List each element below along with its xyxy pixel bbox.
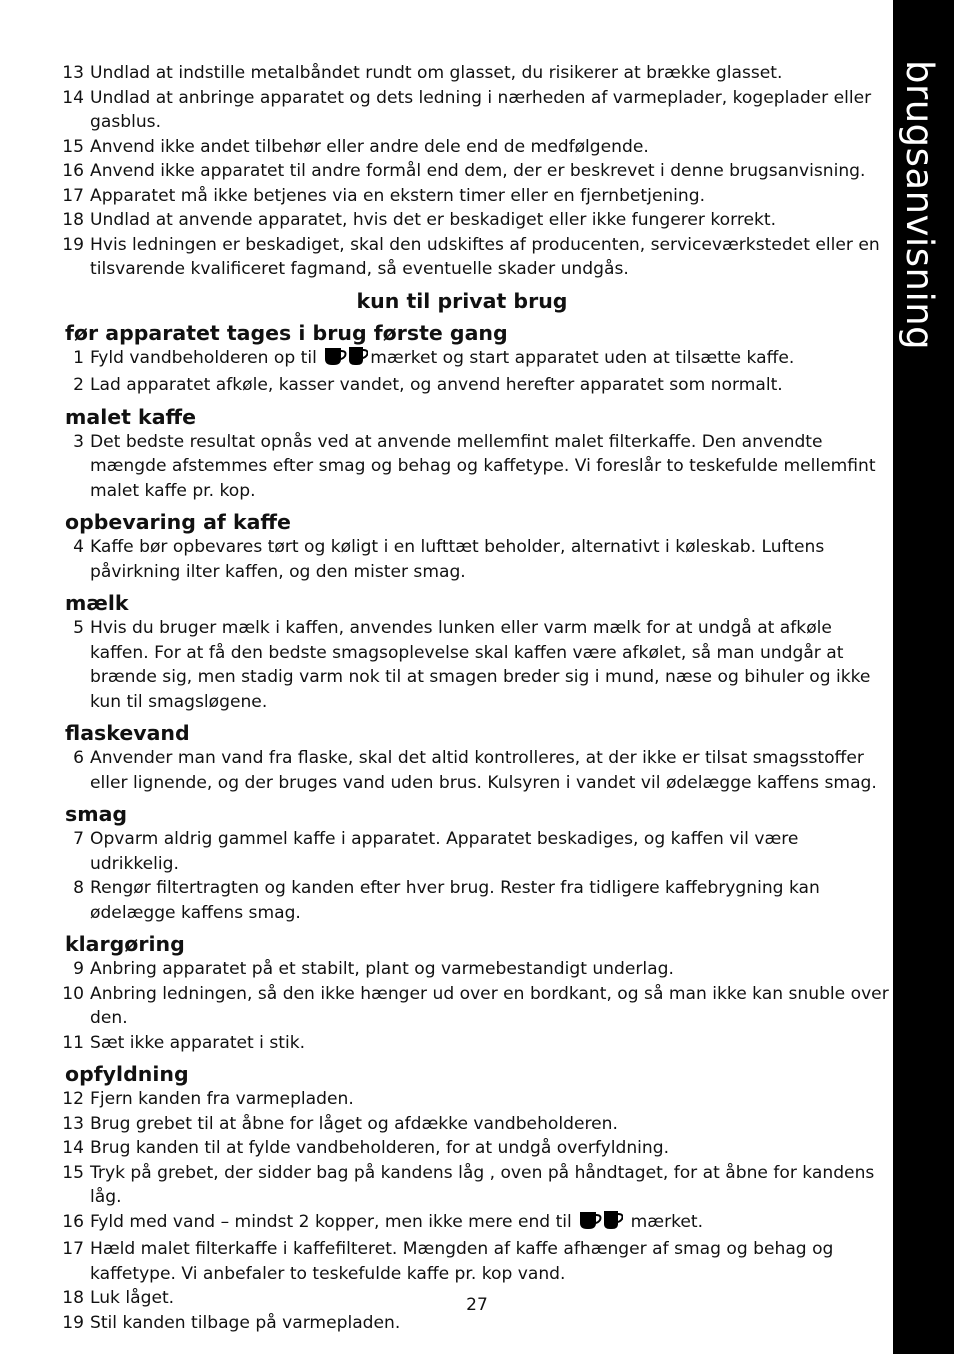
item-number: 2 xyxy=(73,375,84,395)
item-number: 14 xyxy=(62,1138,84,1158)
item-number: 16 xyxy=(62,1211,84,1232)
item-number: 11 xyxy=(62,1032,84,1053)
list-item xyxy=(62,982,892,1031)
list-item xyxy=(62,876,892,925)
item-text: Lad apparatet afkøle, kasser vandet, og anvend herefter apparatet som normalt. xyxy=(90,375,783,395)
section-heading: smag xyxy=(65,802,128,826)
item-number: 1 xyxy=(73,347,84,368)
item-text: Stil kanden tilbage på varmepladen. xyxy=(90,1312,401,1333)
list-item xyxy=(62,535,892,584)
item-number: 13 xyxy=(62,1113,84,1134)
item-number: 12 xyxy=(62,1089,84,1109)
item-number: 8 xyxy=(73,878,84,898)
item-text: Fyld med vand – mindst 2 kopper, men ikke mere end til xyxy=(90,1211,572,1232)
sidebar-title: brugsanvisning xyxy=(898,60,941,351)
item-text: Fyld vandbeholderen op til xyxy=(90,347,317,368)
item-text: Anbring ledningen, så den ikke hænger ud over en bordkant, og så man ikke kan snuble over den. xyxy=(90,983,889,1028)
list-item xyxy=(62,616,892,714)
item-text: Luk låget. xyxy=(90,1288,175,1308)
item-text: Det bedste resultat opnås ved at anvende mellemfint malet filterkaffe. Den anvendte mængde afstemmes efter smag og behag og kaffetype. Vi foreslår to teskefulde mellemfint malet kaffe pr. kop. xyxy=(90,431,876,501)
list-item xyxy=(62,135,892,160)
item-number: 19 xyxy=(62,234,84,255)
section-heading: malet kaffe xyxy=(65,404,197,429)
item-text: Undlad at anbringe apparatet og dets ledning i nærheden af varmeplader, kogeplader eller gasblus. xyxy=(90,87,872,132)
item-number: 17 xyxy=(62,185,84,206)
list-item xyxy=(62,1112,892,1137)
item-number: 19 xyxy=(62,1312,84,1333)
item-text: Anbring apparatet på et stabilt, plant og varmebestandigt underlag. xyxy=(90,959,674,979)
item-number: 4 xyxy=(73,537,84,557)
page-number: 27 xyxy=(466,1295,488,1315)
item-text: Anvend ikke andet tilbehør eller andre dele end de medfølgende. xyxy=(90,136,649,157)
item-text: Hvis du bruger mælk i kaffen, anvendes lunken eller varm mælk for at undgå at afkøle kaffen. For at få den bedste smagsoplevelse skal kaffen være afkølet, så man undgår at brænde sig, men stadig varm nok til at smagen breder sig i mund, næse og bihuler og ikke kun til smagsløgene. xyxy=(90,618,871,712)
item-text: Anvend ikke apparatet til andre formål end dem, der er beskrevet i denne brugsanvisning. xyxy=(90,161,866,181)
item-number: 6 xyxy=(73,748,84,768)
list-item xyxy=(62,86,892,135)
list-item xyxy=(62,746,892,795)
list-item xyxy=(62,159,892,184)
item-number: 16 xyxy=(62,161,84,181)
item-number: 18 xyxy=(62,1288,84,1308)
item-number: 7 xyxy=(73,829,84,849)
section-heading: kun til privat brug xyxy=(356,288,568,313)
list-item xyxy=(62,208,892,233)
list-item xyxy=(62,1161,892,1210)
section-heading: mælk xyxy=(65,591,129,615)
list-item xyxy=(62,1031,892,1056)
list-item xyxy=(62,1210,892,1238)
section-heading: opbevaring af kaffe xyxy=(65,510,291,534)
section-heading: opfyldning xyxy=(65,1062,189,1086)
item-text: mærket. xyxy=(625,1211,704,1232)
item-text: Tryk på grebet, der sidder bag på kandens låg , oven på håndtaget, for at åbne for kandens låg. xyxy=(90,1162,875,1207)
list-item xyxy=(62,184,892,209)
section-heading: før apparatet tages i brug første gang xyxy=(65,320,508,345)
list-item xyxy=(62,827,892,876)
item-text: Hvis ledningen er beskadiget, skal den udskiftes af producenten, serviceværkstedet eller en tilsvarende kvalificeret fagmand, så eventuelle skader undgås. xyxy=(90,234,880,279)
list-item xyxy=(62,1136,892,1161)
list-item xyxy=(62,346,892,374)
cup-mug-icon xyxy=(324,346,368,374)
item-number: 15 xyxy=(62,136,84,157)
section-heading: flaskevand xyxy=(65,721,190,745)
item-number: 5 xyxy=(73,618,84,638)
item-text: Anvender man vand fra flaske, skal det altid kontrolleres, at der ikke er tilsat smagsstoffer eller lignende, og der bruges vand uden brus. Kulsyren i vandet vil ødelægge kaffens smag. xyxy=(90,748,877,793)
item-text: Undlad at anvende apparatet, hvis det er beskadiget eller ikke fungerer korrekt. xyxy=(90,210,777,230)
instructions-content xyxy=(62,61,892,1335)
list-item xyxy=(62,957,892,982)
item-text: Apparatet må ikke betjenes via en ekstern timer eller en fjernbetjening. xyxy=(90,185,706,206)
item-number: 14 xyxy=(62,87,84,108)
list-item xyxy=(62,233,892,282)
list-item xyxy=(62,373,892,398)
item-text: Hæld malet filterkaffe i kaffefilteret. Mængden af kaffe afhænger af smag og behag og kaffetype. Vi anbefaler to teskefulde kaffe pr. kop vand. xyxy=(90,1239,834,1284)
item-text: Sæt ikke apparatet i stik. xyxy=(90,1032,306,1053)
list-item xyxy=(62,1087,892,1112)
item-text: Rengør filtertragten og kanden efter hver brug. Rester fra tidligere kaffebrygning kan ødelægge kaffens smag. xyxy=(90,878,820,923)
item-text: Brug kanden til at fylde vandbeholderen, for at undgå overfyldning. xyxy=(90,1138,670,1158)
item-text: Opvarm aldrig gammel kaffe i apparatet. Apparatet beskadiges, og kaffen vil være udrikkelig. xyxy=(90,829,799,874)
section-heading: klargøring xyxy=(65,932,185,956)
item-number: 9 xyxy=(73,959,84,979)
list-item xyxy=(62,1237,892,1286)
item-number: 10 xyxy=(62,983,84,1004)
item-text: Brug grebet til at åbne for låget og afdække vandbeholderen. xyxy=(90,1113,618,1134)
item-text: Fjern kanden fra varmepladen. xyxy=(90,1089,354,1109)
cup-mug-icon xyxy=(579,1210,623,1238)
item-text: Kaffe bør opbevares tørt og køligt i en lufttæt beholder, alternativt i køleskab. Luftens påvirkning ilter kaffen, og den mister smag. xyxy=(90,537,825,582)
item-number: 13 xyxy=(62,63,84,83)
item-text: mærket og start apparatet uden at tilsætte kaffe. xyxy=(370,347,795,368)
list-item xyxy=(62,430,892,504)
item-number: 18 xyxy=(62,210,84,230)
item-number: 17 xyxy=(62,1239,84,1259)
list-item xyxy=(62,61,892,86)
item-number: 3 xyxy=(73,431,84,452)
sidebar-tab xyxy=(893,0,954,1354)
item-number: 15 xyxy=(62,1162,84,1183)
item-text: Undlad at indstille metalbåndet rundt om glasset, du risikerer at brække glasset. xyxy=(90,63,783,83)
